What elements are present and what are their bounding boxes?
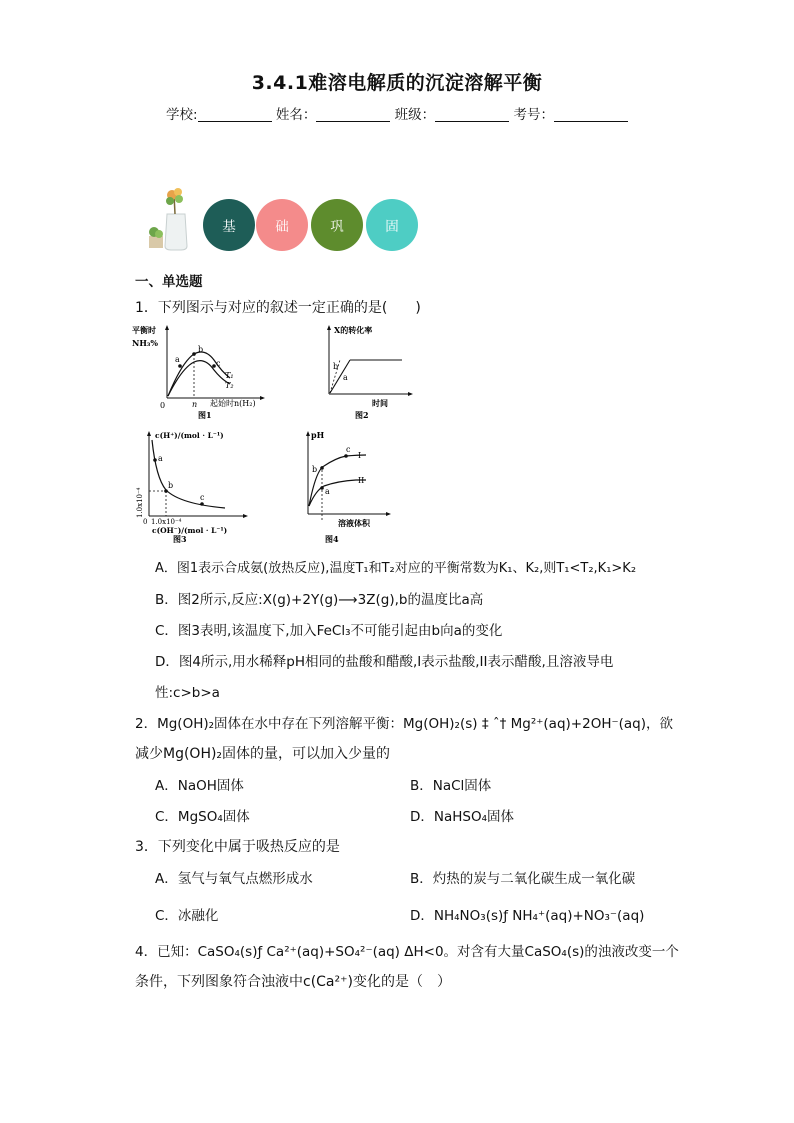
q3-option-d[interactable]: D．NH₄NO₃(s)ƒ NH₄⁺(aq)+NO₃⁻(aq) <box>410 908 645 924</box>
banner-circle-4: 固 <box>366 199 418 251</box>
fig4-label-b: b <box>312 465 318 474</box>
q3-stem: 3．下列变化中属于吸热反应的是 <box>135 839 340 855</box>
fig2-caption: 图2 <box>355 410 369 420</box>
fig3-xlabel: c(OH⁻)/(mol · L⁻¹) <box>152 526 228 535</box>
banner-circle-2: 础 <box>256 199 308 251</box>
school-label: 学校: <box>166 107 198 123</box>
fig3-label-a: a <box>158 454 163 463</box>
banner-circle-1: 基 <box>203 199 255 251</box>
figure-1 <box>130 322 270 422</box>
figure-2 <box>320 322 420 422</box>
figure-4 <box>300 428 400 546</box>
section-title: 一、单选题 <box>135 274 203 290</box>
fig1-ylabel-1: 平衡时 <box>132 325 156 335</box>
q1-option-d-cont: 性:c>b>a <box>155 685 220 701</box>
q2-option-c[interactable]: C．MgSO₄固体 <box>155 809 250 825</box>
page-title: 3.4.1难溶电解质的沉淀溶解平衡 <box>251 72 543 94</box>
fig1-label-t1: T₁ <box>225 371 234 380</box>
class-blank[interactable] <box>435 107 509 122</box>
fig1-origin: 0 <box>160 401 166 410</box>
q1-option-d[interactable]: D．图4所示,用水稀释pH相同的盐酸和醋酸,I表示盐酸,II表示醋酸,且溶液导电 <box>155 654 614 670</box>
plant-vase-icon <box>145 186 197 252</box>
fig1-label-t2: T₂ <box>225 381 234 390</box>
q2-option-a[interactable]: A．NaOH固体 <box>155 778 244 794</box>
fig1-ylabel-2: NH₃% <box>132 338 158 348</box>
id-label: 考号： <box>513 107 554 123</box>
fig4-xlabel: 溶液体积 <box>338 518 370 528</box>
q1-option-b[interactable]: B．图2所示,反应:X(g)+2Y(g)⟶3Z(g),b的温度比a高 <box>155 592 484 608</box>
fig4-caption: 图4 <box>325 534 339 544</box>
q2-option-b[interactable]: B．NaCl固体 <box>410 778 492 794</box>
fig1-tick-n: n <box>192 400 198 409</box>
q1-option-c[interactable]: C．图3表明,该温度下,加入FeCl₃不可能引起由b向a的变化 <box>155 623 503 639</box>
fig4-label-c: c <box>346 445 351 454</box>
fig1-xlabel: 起始时n(H₂) <box>210 399 256 408</box>
fig2-label-a: a <box>343 373 348 382</box>
fig3-caption: 图3 <box>173 534 187 544</box>
student-info-line <box>0 103 794 123</box>
fig4-ylabel: pH <box>311 430 325 440</box>
fig4-label-a: a <box>325 487 330 496</box>
q3-option-b[interactable]: B．灼热的炭与二氧化碳生成一氧化碳 <box>410 871 636 887</box>
fig2-ylabel: X的转化率 <box>334 325 373 335</box>
q3-option-c[interactable]: C．冰融化 <box>155 908 219 924</box>
q2-stem-line2: 减少Mg(OH)₂固体的量，可以加入少量的 <box>135 746 391 762</box>
fig3-origin: 0 <box>143 518 148 526</box>
fig1-label-c: c <box>216 359 221 368</box>
fig2-xlabel: 时间 <box>372 398 388 408</box>
fig1-label-a: a <box>175 355 180 364</box>
fig1-caption: 图1 <box>198 410 212 420</box>
class-label: 班级： <box>394 107 436 123</box>
fig3-ytick: 1.0x10⁻⁴ <box>136 487 144 518</box>
fig3-label-b: b <box>168 481 174 490</box>
q2-option-d[interactable]: D．NaHSO₄固体 <box>410 809 515 825</box>
figure-3 <box>130 428 255 546</box>
fig4-label-II: II <box>358 476 365 485</box>
name-blank[interactable] <box>316 107 390 122</box>
banner-circle-3: 巩 <box>311 199 363 251</box>
fig3-ylabel: c(H⁺)/(mol · L⁻¹) <box>155 431 224 440</box>
fig1-label-b: b <box>198 345 204 354</box>
fig4-label-I: I <box>358 451 362 460</box>
fig3-label-c: c <box>200 493 205 502</box>
name-label: 姓名： <box>275 107 317 123</box>
q3-option-a[interactable]: A．氢气与氧气点燃形成水 <box>155 871 313 887</box>
id-blank[interactable] <box>554 107 628 122</box>
q1-stem: 1．下列图示与对应的叙述一定正确的是( ) <box>135 300 421 316</box>
school-blank[interactable] <box>198 107 272 122</box>
q4-stem-line1: 4．已知：CaSO₄(s)ƒ Ca²⁺(aq)+SO₄²⁻(aq) ΔH<0。对含有大量CaSO₄(s)的浊液改变一个 <box>135 944 679 960</box>
q1-option-a[interactable]: A．图1表示合成氨(放热反应),温度T₁和T₂对应的平衡常数为K₁、K₂,则T₁<T₂,K₁>K₂ <box>155 561 637 576</box>
fig2-label-b: b <box>333 362 339 371</box>
fig3-xtick: 1.0x10⁻⁴ <box>151 518 182 526</box>
q2-stem-line1: 2．Mg(OH)₂固体在水中存在下列溶解平衡：Mg(OH)₂(s) ‡ ˆ† Mg²⁺(aq)+2OH⁻(aq)，欲 <box>135 716 673 732</box>
q4-stem-line2: 条件，下列图象符合浊液中c(Ca²⁺)变化的是（ ） <box>135 974 451 990</box>
